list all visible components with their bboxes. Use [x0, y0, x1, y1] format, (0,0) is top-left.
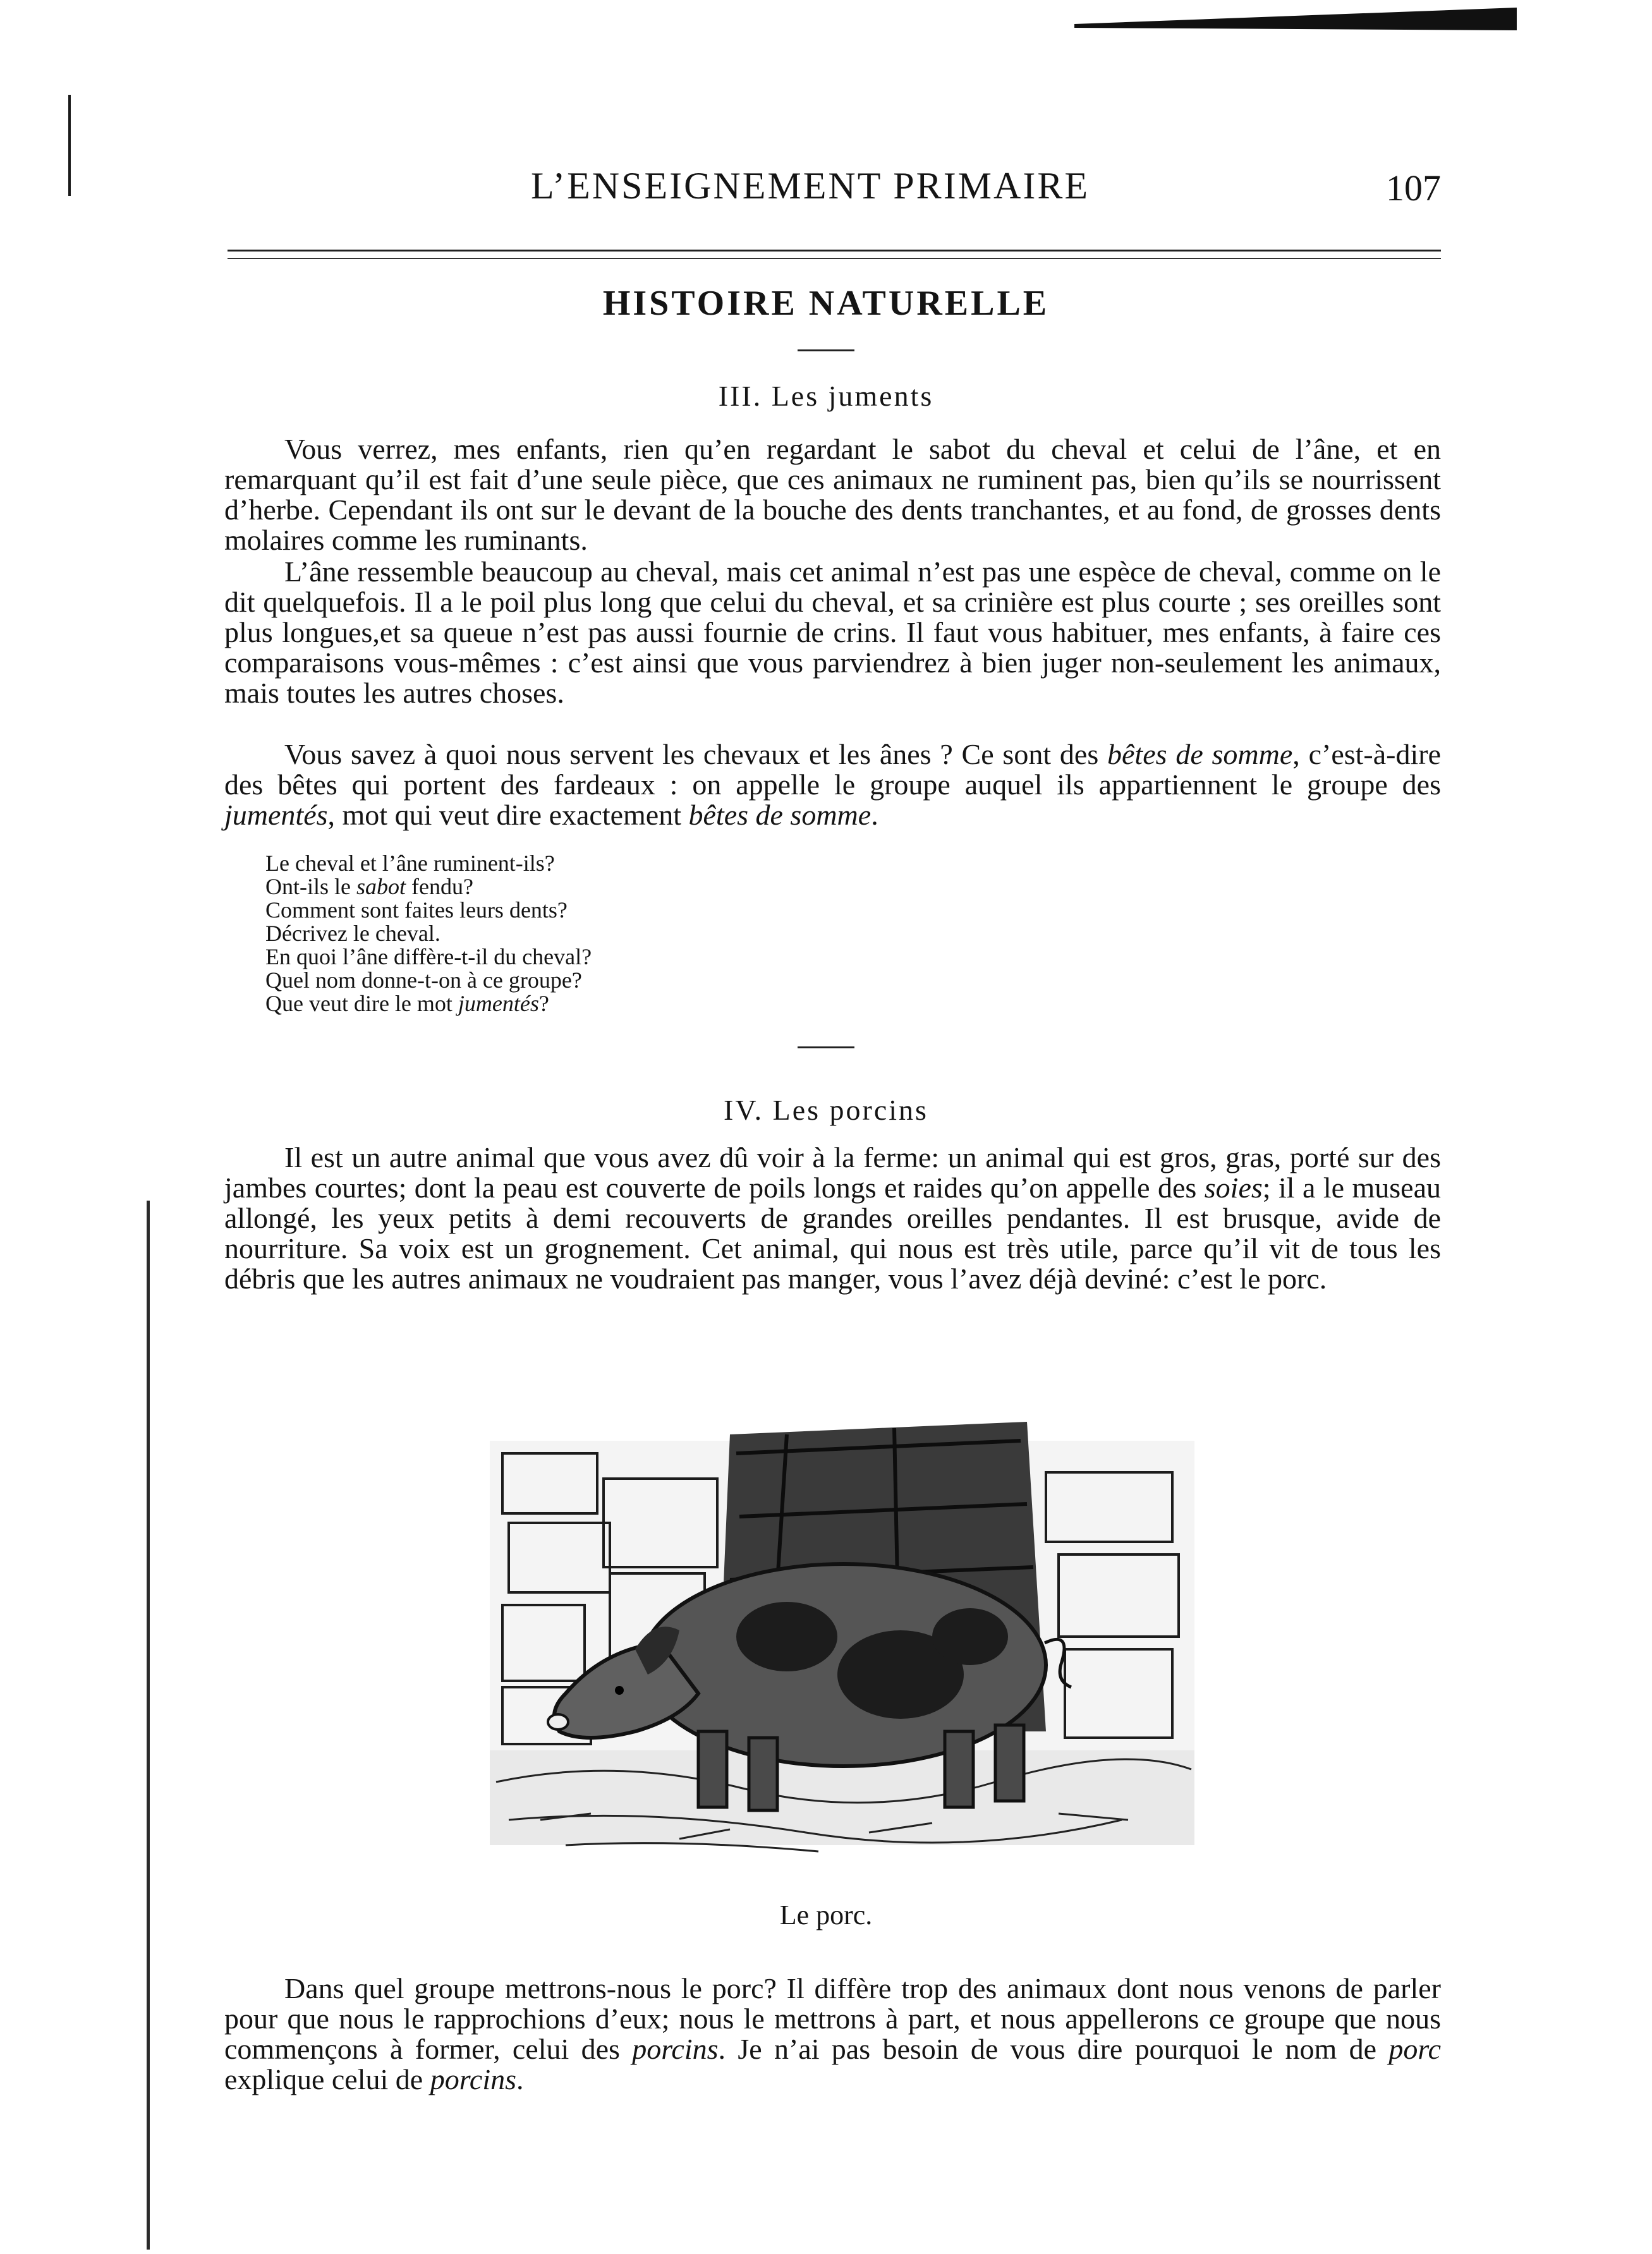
subsection-title-juments: III. Les juments: [718, 380, 934, 412]
scan-left-edge-upper: [68, 95, 71, 196]
question-item: En quoi l’âne diffère-t-il du cheval?: [265, 944, 592, 969]
question-item: Décrivez le cheval.: [265, 921, 440, 946]
title-divider: [798, 349, 854, 351]
figure-caption: Le porc.: [779, 1900, 873, 1930]
paragraph: Vous savez à quoi nous servent les chevaux et les ânes ? Ce sont des bêtes de somme, c’est-à-dire des bêtes qui portent des fardeaux : on appelle le groupe auquel ils appartiennent le groupe des jumentés, mot qui veut dire exactement bêtes de somme.: [224, 738, 1441, 831]
italic-term: porcins: [632, 2033, 719, 2065]
paragraph: L’âne ressemble beaucoup au cheval, mais cet animal n’est pas une espèce de cheval, comme on le dit quelquefois. Il a le poil plus long que celui du cheval, et sa crinière est plus courte ; ses oreilles sont plus longues,et sa queue n’est pas aussi fournie de crins. Il faut vous habituer, mes enfants, à faire ces comparaisons vous-mêmes : c’est ainsi que vous parviendrez à bien juger non-seulement les animaux, mais toutes les autres choses.: [224, 555, 1441, 709]
paragraph: Dans quel groupe mettrons-nous le porc? Il diffère trop des animaux dont nous venons de parler pour que nous le rapprochions d’eux; nous le mettrons à part, et nous appellerons ce groupe que nous commençons à former, celui des porcins. Je n’ai pas besoin de vous dire pourquoi le nom de porc explique celui de porcins.: [224, 1972, 1442, 2095]
header-rule-bottom: [228, 258, 1441, 259]
italic-term: porc: [1388, 2033, 1442, 2065]
question-item: Comment sont faites leurs dents?: [265, 897, 568, 923]
question-item: Quel nom donne-t-on à ce groupe?: [265, 967, 582, 993]
paragraph: Il est un autre animal que vous avez dû voir à la ferme: un animal qui est gros, gras, porté sur des jambes courtes; dont la peau est couverte de poils longs et raides qu’on appelle des soies; il a le museau allongé, les yeux petits à demi recouverts de grandes oreilles pendantes. Il est brusque, avide de nourriture. Sa voix est un grognement. Cet animal, qui nous est très utile, parce qu’il vit de tous les débris que les autres animaux ne voudraient pas manger, vous l’avez déjà deviné: c’est le porc.: [224, 1141, 1441, 1295]
italic-term: jumentés: [224, 799, 328, 831]
italic-term: bêtes de somme: [1107, 738, 1293, 770]
pig-engraving: [490, 1378, 1194, 1864]
scan-left-edge-lower: [147, 1201, 150, 2250]
question-item: Le cheval et l’âne ruminent-ils?: [265, 851, 555, 876]
question-list: [265, 852, 897, 1015]
header-rule-top: [228, 250, 1441, 251]
scan-edge-bar: [1074, 5, 1517, 30]
italic-term: soies: [1204, 1172, 1263, 1204]
section-title: HISTOIRE NATURELLE: [602, 284, 1050, 323]
question-item: Que veut dire le mot jumentés?: [265, 991, 549, 1016]
paragraph: Vous verrez, mes enfants, rien qu’en regardant le sabot du cheval et celui de l’âne, et en remarquant qu’il est fait d’une seule pièce, que ces animaux ne ruminent pas, bien qu’ils se nourrissent d’herbe. Cependant ils ont sur le devant de la bouche des dents tranchantes, et au fond, de grosses dents molaires comme les ruminants.: [224, 433, 1441, 556]
page-number: 107: [1386, 167, 1441, 209]
section-divider: [798, 1046, 854, 1048]
question-item: Ont-ils le sabot fendu?: [265, 874, 473, 899]
italic-term: porcins: [430, 2063, 517, 2095]
running-header: [228, 158, 1441, 215]
italic-term: bêtes de somme: [688, 799, 872, 831]
running-title: L’ENSEIGNEMENT PRIMAIRE: [531, 165, 1090, 207]
subsection-title-porcins: IV. Les porcins: [724, 1094, 928, 1126]
